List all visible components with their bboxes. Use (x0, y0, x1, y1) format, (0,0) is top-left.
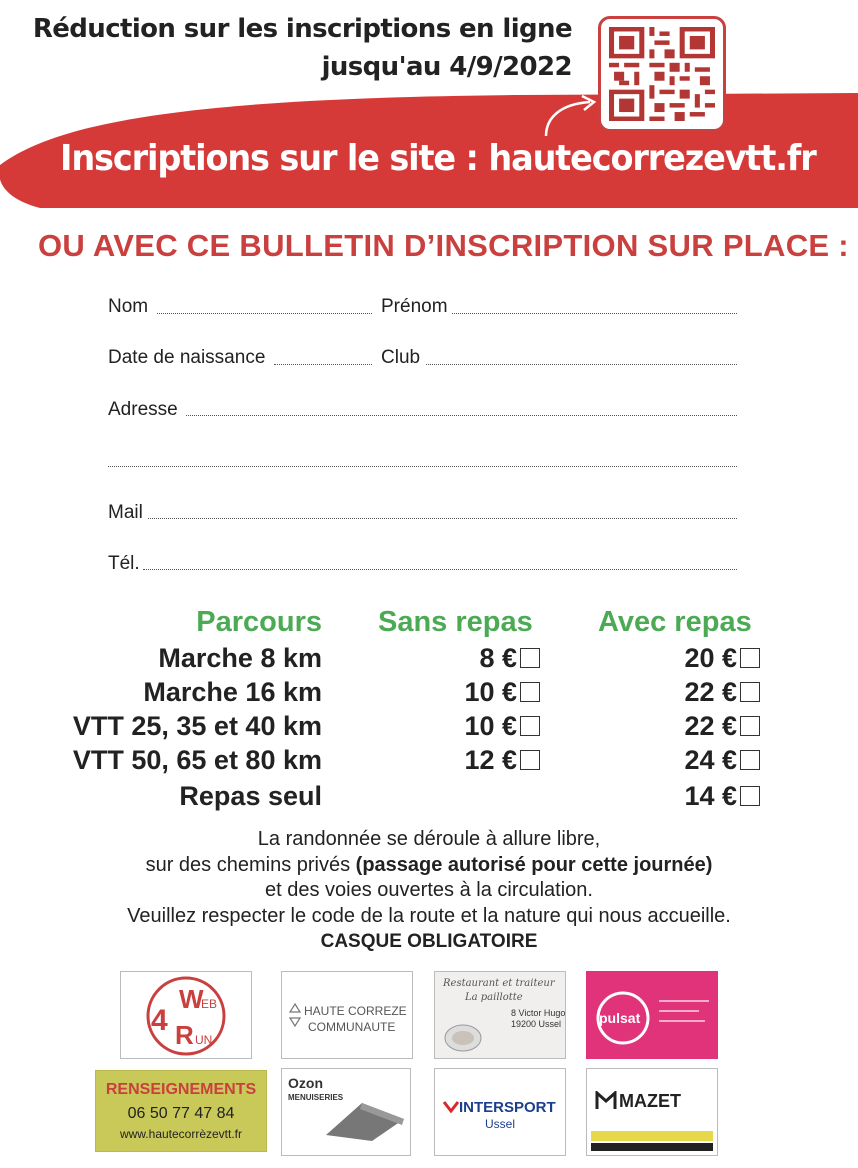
nom-label: Nom (108, 296, 149, 317)
resto-plate-icon (441, 1012, 501, 1054)
row-parcours: Marche 16 km (143, 677, 322, 707)
resto-line-4: 19200 Ussel (511, 1019, 562, 1029)
intersport-chevron-icon (443, 1101, 459, 1113)
qr-code-icon (609, 27, 715, 121)
prenom-field[interactable] (452, 313, 737, 314)
mazet-logo-icon (595, 1091, 617, 1111)
checkbox-avec-repas[interactable] (740, 750, 760, 770)
hcc-line-2: COMMUNAUTE (308, 1020, 396, 1034)
checkbox-sans-repas[interactable] (520, 716, 540, 736)
note-line-4: Veuillez respecter le code de la route et la nature qui nous accueille. (127, 905, 731, 927)
prenom-label: Prénom (381, 296, 448, 317)
row-avec-price: 22 € (684, 677, 737, 707)
header-sans-repas: Sans repas (378, 606, 533, 638)
note-line-2a: sur des chemins privés (145, 854, 356, 876)
row-avec-price: 24 € (684, 745, 737, 775)
reduction-line-1: Réduction sur les inscriptions en ligne (32, 14, 572, 44)
ozon-photo-icon (322, 1095, 408, 1143)
ozon-subtitle: MENUISERIES (288, 1093, 344, 1102)
row-sans-price: 8 € (479, 643, 517, 673)
adresse-field-2[interactable] (108, 466, 737, 467)
resto-line-3: 8 Victor Hugo (511, 1008, 566, 1018)
note-line-3: et des voies ouvertes à la circulation. (265, 879, 593, 901)
checkbox-avec-repas[interactable] (740, 682, 760, 702)
sponsor-webrun[interactable] (120, 971, 252, 1059)
checkbox-avec-repas[interactable] (740, 716, 760, 736)
row-parcours: VTT 50, 65 et 80 km (72, 745, 322, 775)
checkbox-avec-repas[interactable] (740, 648, 760, 668)
row-parcours: Marche 8 km (158, 643, 322, 673)
note-line-1: La randonnée se déroule à allure libre, (257, 828, 601, 850)
form-subtitle: OU AVEC CE BULLETIN D’INSCRIPTION SUR PLACE : (38, 228, 849, 263)
pulsat-label: pulsat (599, 1010, 641, 1026)
note-line-2b: (passage autorisé pour cette journée) (355, 854, 713, 876)
renseignements-title: RENSEIGNEMENTS (105, 1081, 257, 1098)
helmet-notice: CASQUE OBLIGATOIRE (320, 931, 538, 952)
date-naissance-label: Date de naissance (108, 347, 266, 368)
mail-label: Mail (108, 502, 143, 523)
adresse-field[interactable] (186, 415, 737, 416)
webrun-r: R (175, 1020, 194, 1050)
tel-label: Tél. (108, 553, 140, 574)
nom-field[interactable] (157, 313, 372, 314)
resto-line-2: La paillotte (465, 992, 523, 1003)
row-parcours: VTT 25, 35 et 40 km (72, 711, 322, 741)
sponsor-intersport[interactable] (434, 1068, 566, 1156)
mazet-label: MAZET (619, 1091, 681, 1111)
adresse-label: Adresse (108, 399, 178, 420)
tel-field[interactable] (143, 569, 737, 570)
hcc-logo-icon (288, 1002, 302, 1030)
mail-field[interactable] (148, 518, 737, 519)
row-sans-price: 12 € (464, 745, 517, 775)
header-avec-repas: Avec repas (598, 606, 752, 638)
club-label: Club (381, 347, 421, 368)
sponsor-mazet[interactable] (586, 1068, 718, 1156)
reduction-line-2: jusqu'au 4/9/2022 (321, 52, 572, 82)
renseignements-box (95, 1070, 267, 1152)
checkbox-avec-repas[interactable] (740, 786, 760, 806)
header-parcours: Parcours (196, 606, 322, 638)
row-sans-price: 10 € (464, 677, 517, 707)
row-parcours: Repas seul (179, 781, 322, 811)
sponsor-ozon[interactable] (281, 1068, 411, 1156)
renseignements-website[interactable]: www.hautecorrèzevtt.fr (119, 1127, 243, 1141)
row-avec-price: 20 € (684, 643, 737, 673)
webrun-logo-icon (121, 972, 251, 1058)
sponsor-pulsat[interactable] (586, 971, 718, 1059)
webrun-eb: EB (201, 997, 218, 1011)
webrun-w: W (179, 984, 204, 1014)
checkbox-sans-repas[interactable] (520, 750, 540, 770)
qr-code[interactable] (598, 16, 726, 132)
renseignements-phone[interactable]: 06 50 77 47 84 (127, 1105, 235, 1122)
date-naissance-field[interactable] (274, 364, 372, 365)
checkbox-sans-repas[interactable] (520, 682, 540, 702)
resto-line-1: Restaurant et traiteur (443, 978, 555, 989)
ozon-title: Ozon (288, 1075, 323, 1091)
row-avec-price: 22 € (684, 711, 737, 741)
club-field[interactable] (426, 364, 737, 365)
row-sans-price: 10 € (464, 711, 517, 741)
sponsor-haute-correze[interactable] (281, 971, 413, 1059)
note-line-2 (0, 854, 858, 877)
sponsor-restaurant[interactable] (434, 971, 566, 1059)
webrun-un: UN (195, 1033, 213, 1047)
intersport-label: INTERSPORT (459, 1099, 556, 1116)
webrun-4: 4 (151, 1004, 168, 1037)
row-avec-price: 14 € (684, 781, 737, 811)
intersport-city: Ussel (484, 1117, 515, 1131)
checkbox-sans-repas[interactable] (520, 648, 540, 668)
hcc-line-1: HAUTE CORREZE (304, 1004, 407, 1018)
banner-text: Inscriptions sur le site : hautecorrezevtt.fr (60, 138, 816, 179)
